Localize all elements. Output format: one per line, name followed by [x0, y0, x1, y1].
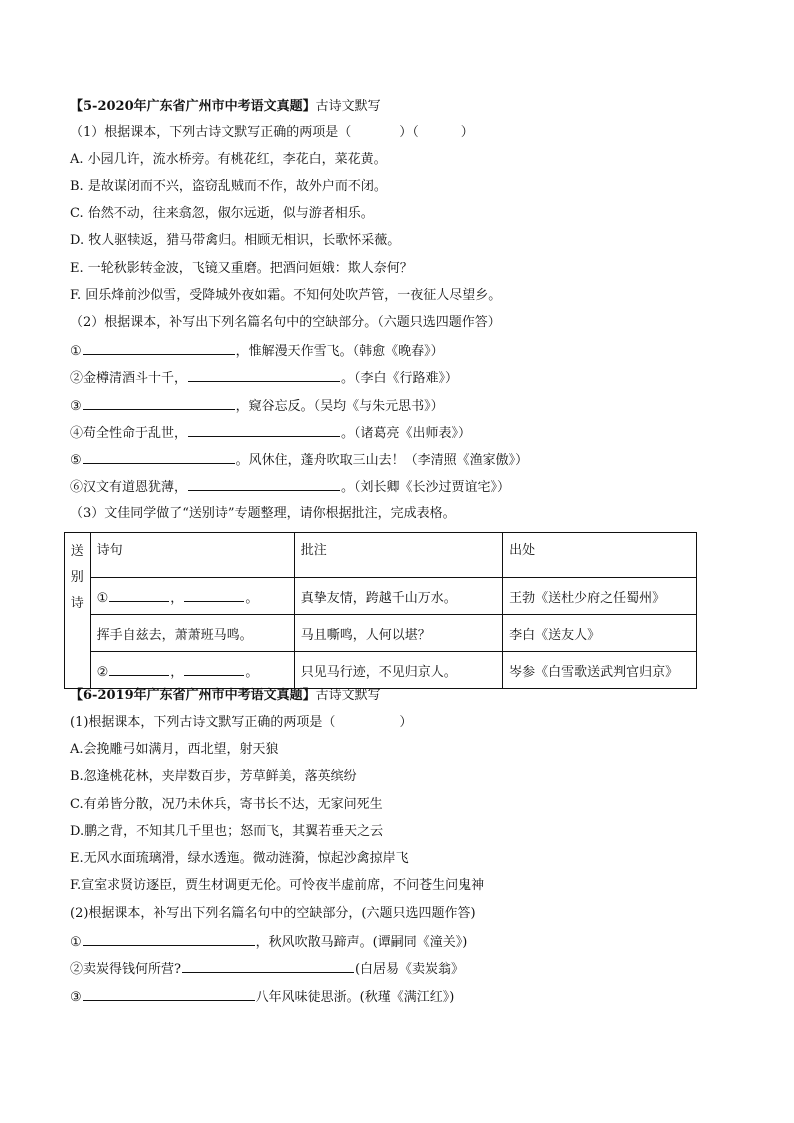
q6-part1-prompt [70, 713, 730, 733]
q6-tag: 【6-2019年广东省广州市中考语文真题】 [70, 688, 316, 703]
fill-suffix: (白居易《卖炭翁》 [354, 962, 465, 977]
q5-fill-3 [70, 395, 730, 417]
q5-tag: 【5-2020年广东省广州市中考语文真题】 [70, 99, 316, 114]
poem-cell [90, 578, 294, 615]
answer-blank[interactable] [83, 340, 235, 355]
fill-prefix: ① [70, 935, 82, 950]
answer-blank[interactable] [83, 986, 255, 1001]
cell-period: 。 [245, 590, 259, 606]
q6-option-c: C.有弟皆分散，况乃未休兵，寄书长不达，无家问死生 [70, 797, 383, 812]
q6-part2-prompt: (2)根据课本，补写出下列名篇名句中的空缺部分，(六题只选四题作答) [70, 906, 476, 921]
note-cell: 只见马行迹，不见归京人。 [294, 652, 502, 689]
fill-suffix: 八年风味徒思浙。(秋瑾《满江红》) [255, 990, 455, 1005]
fill-prefix: ⑤ [70, 453, 82, 468]
cell-comma: ， [170, 590, 184, 606]
table-row [65, 652, 697, 689]
fill-prefix: ① [70, 344, 82, 359]
q6-option-f: F.宣室求贤访逐臣，贾生材调更无伦。可怜夜半虚前席，不问苍生问鬼神 [70, 878, 485, 893]
q5-option-f: F. 回乐烽前沙似雪，受降城外夜如霜。不知何处吹芦管，一夜征人尽望乡。 [70, 288, 502, 303]
q5-fill-5 [70, 449, 730, 471]
q6-option-d: D.鹏之背，不知其几千里也；怒而飞，其翼若垂天之云 [70, 824, 384, 839]
q5-option-c: C. 佁然不动，往来翕忽，俶尔远逝，似与游者相乐。 [70, 206, 374, 221]
source-cell: 岑参《白雪歌送武判官归京》 [503, 652, 697, 689]
q5-part3-prompt: （3）文佳同学做了“送别诗”专题整理，请你根据批注，完成表格。 [70, 506, 456, 521]
side-label-text: 送别诗 [70, 544, 84, 611]
q5-option-e: E. 一轮秋影转金波，飞镜又重磨。把酒问姮娥：欺人奈何？ [70, 261, 413, 276]
header-source: 出处 [503, 533, 697, 578]
q5-heading [70, 97, 730, 117]
fill-prefix: ③ [70, 399, 82, 414]
source-cell: 王勃《送杜少府之任蜀州》 [503, 578, 697, 615]
q5-heading-rest: 古诗文默写 [315, 99, 381, 114]
q5-option-d: D. 牧人驱犊返，猎马带禽归。相顾无相识，长歌怀采薇。 [70, 233, 401, 248]
q6-option-e: E.无风水面琉璃滑，绿水透迤。微动涟漪，惊起沙禽掠岸飞 [70, 851, 409, 866]
q5-part1-text: （1）根据课本，下列古诗文默写正确的两项是（ [70, 125, 352, 140]
header-note: 批注 [294, 533, 502, 578]
fill-suffix: 。（李白《行路难》） [341, 371, 459, 386]
answer-blank[interactable] [182, 958, 354, 973]
fill-suffix: 。风休住，蓬舟吹取三山去！（李清照《渔家傲》） [235, 453, 529, 468]
fill-suffix: ，惟解漫天作雪飞。（韩愈《晚春》） [235, 344, 444, 359]
q5-part2-prompt: （2）根据课本，补写出下列名篇名句中的空缺部分。（六题只选四题作答） [70, 315, 501, 330]
fill-prefix: ③ [70, 990, 82, 1005]
fill-suffix: ，秋风吹散马蹄声。(谭嗣同《潼关》) [255, 935, 468, 950]
q6-fill-3 [70, 986, 730, 1008]
q5-option-a: A. 小园几许，流水桥旁。有桃花红，李花白，菜花黄。 [70, 152, 387, 167]
fill-prefix: ②金樽清酒斗十千， [70, 371, 188, 386]
fill-prefix: ⑥汉文有道恩犹薄， [70, 480, 188, 495]
answer-blank[interactable] [109, 661, 169, 676]
q6-heading-rest: 古诗文默写 [315, 688, 381, 703]
answer-blank[interactable] [188, 476, 340, 491]
q5-part1-prompt [70, 123, 730, 143]
farewell-poem-table [64, 532, 697, 689]
q6-part1-text: (1)根据课本，下列古诗文默写正确的两项是（ [70, 715, 336, 730]
fill-suffix: 。（刘长卿《长沙过贾谊宅》） [341, 480, 511, 495]
cell-prefix: ② [96, 664, 109, 680]
q6-fill-1 [70, 931, 730, 953]
q5-fill-2 [70, 367, 730, 389]
q5-part1-mid: ）（ [399, 125, 419, 140]
answer-blank[interactable] [83, 931, 255, 946]
cell-comma: ， [170, 664, 184, 680]
table-header-row [65, 533, 697, 578]
poem-cell: 挥手自兹去，萧萧班马鸣。 [90, 615, 294, 652]
q6-option-a: A.会挽雕弓如满月，西北望，射天狼 [70, 742, 279, 757]
answer-blank[interactable] [83, 449, 235, 464]
q6-heading [70, 686, 730, 706]
q6-part1-close: ） [399, 715, 413, 730]
fill-suffix: 。（诸葛亮《出师表》） [341, 426, 472, 441]
cell-period: 。 [245, 664, 259, 680]
table-row [65, 578, 697, 615]
fill-prefix: ②卖炭得钱何所营? [70, 962, 181, 977]
header-poem-line: 诗句 [90, 533, 294, 578]
q6-fill-2 [70, 958, 730, 980]
source-cell: 李白《送友人》 [503, 615, 697, 652]
poem-cell [90, 652, 294, 689]
table-row [65, 615, 697, 652]
fill-prefix: ④苟全性命于乱世， [70, 426, 188, 441]
table-side-label [65, 533, 91, 689]
q5-part1-close: ） [460, 125, 474, 140]
answer-blank[interactable] [188, 367, 340, 382]
q5-fill-1 [70, 340, 730, 362]
answer-blank[interactable] [184, 587, 244, 602]
q5-fill-4 [70, 422, 730, 444]
q5-option-b: B. 是故谋闭而不兴，盗窃乱贼而不作，故外户而不闭。 [70, 179, 387, 194]
note-cell: 马且嘶鸣，人何以堪？ [294, 615, 502, 652]
cell-prefix: ① [96, 590, 109, 606]
answer-blank[interactable] [109, 587, 169, 602]
q6-option-b: B.忽逢桃花林，夹岸数百步，芳草鲜美，落英缤纷 [70, 769, 357, 784]
fill-suffix: ，窥谷忘反。（吴均《与朱元思书》） [235, 399, 444, 414]
answer-blank[interactable] [184, 661, 244, 676]
answer-blank[interactable] [83, 395, 235, 410]
answer-blank[interactable] [188, 422, 340, 437]
note-cell: 真挚友情，跨越千山万水。 [294, 578, 502, 615]
q5-fill-6 [70, 476, 730, 498]
